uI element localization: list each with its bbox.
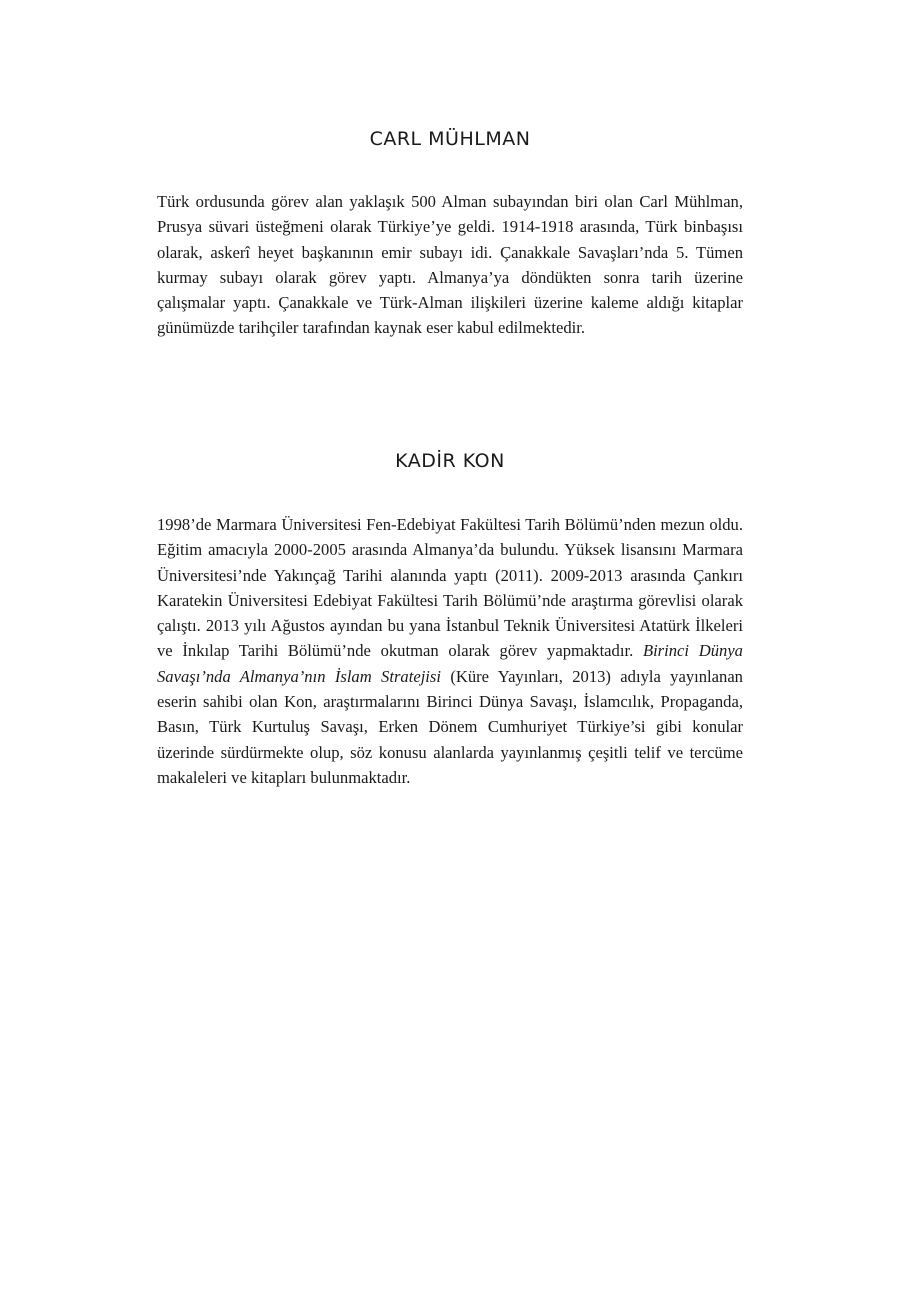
author-bio-carl-muhlman <box>157 122 743 341</box>
translator-name: KADİR KON <box>395 450 505 472</box>
bio-text-part-before: 1998’de Marmara Üniversitesi Fen-Edebiyat Fakültesi Tarih Bölümü’nden mezun oldu. Eğitim amacıyla 2000-2005 arasında Almanya’da bulundu. Yüksek lisansını Marmara Üniversitesi’nde Yakınçağ Tarihi alanında yaptı (2011). 2009-2013 arasında Çankırı Karatekin Üniversitesi Edebiyat Fakültesi Tarih Bölümü’nde araştırma görevlisi olarak çalıştı. 2013 yılı Ağustos ayından bu yana İstanbul Teknik Üniversitesi Atatürk İlkeleri ve İnkılap Tarihi Bölümü’nde okutman olarak görev yapmaktadır. <box>157 515 743 661</box>
author-bio-paragraph: Türk ordusunda görev alan yaklaşık 500 Alman subayından biri olan Carl Mühlman, Prusya süvari üsteğmeni olarak Türkiye’ye geldi. 1914-1918 arasında, Türk binbaşısı olarak, askerî heyet başkanının emir subayı idi. Çanakkale Savaşları’nda 5. Tümen kurmay subayı olarak görev yaptı. Almanya’ya döndükten sonra tarih üzerine çalışmalar yaptı. Çanakkale ve Türk-Alman ilişkileri üzerine kaleme aldığı kitaplar günümüzde tarihçiler tarafından kaynak eser kabul edilmektedir. <box>157 192 743 338</box>
book-title: Birinci Dünya Savaşı’nda Almanya’nın İslam Stratejisi <box>157 641 743 686</box>
translator-bio-paragraph <box>157 512 743 790</box>
bio-text-part-after: (Küre Yayınları, 2013) adıyla yayınlanan eserin sahibi olan Kon, araştırmalarını Birinci Dünya Savaşı, İslamcılık, Propaganda, Basın, Türk Kurtuluş Savaşı, Erken Dönem Cumhuriyet Türkiye’si gibi konular üzerinde sürdürmekte olup, söz konusu alanlarda yayınlanmış çeşitli telif ve tercüme makaleleri ve kitapları bulunmaktadır. <box>157 666 743 787</box>
author-name: CARL MÜHLMAN <box>369 128 531 150</box>
translator-bio-kadir-kon <box>157 444 743 790</box>
